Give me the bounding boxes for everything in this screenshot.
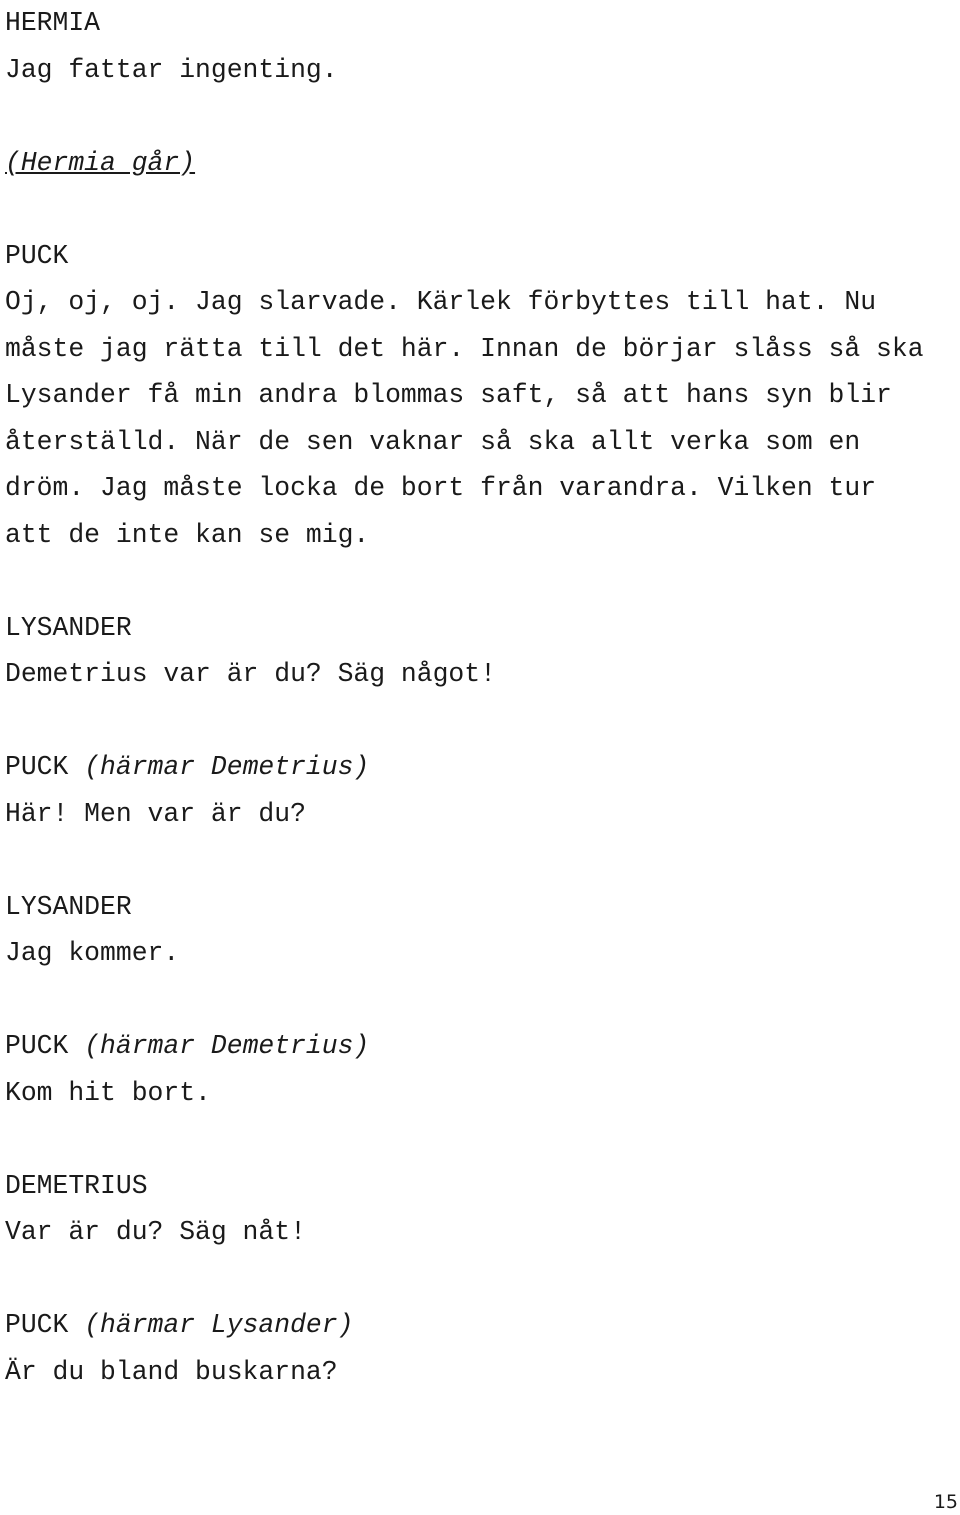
dialogue-line: Här! Men var är du? [5,798,306,829]
speaker-aside: (härmar Demetrius) [84,752,370,782]
dialogue-line: Oj, oj, oj. Jag slarvade. Kärlek förbyttes till hat. Nu [5,287,877,317]
spacer [5,698,960,745]
speaker-name: LYSANDER [5,612,132,643]
spacer [5,558,960,605]
dialogue-line: Demetrius var är du? Säg något! [5,659,496,689]
speaker-name: LYSANDER [5,891,132,922]
spacer [5,837,960,884]
dialogue-line: måste jag rätta till det här. Innan de börjar slåss så ska [5,333,924,364]
speaker-heading [5,744,960,791]
speaker-heading [5,1023,960,1070]
dialogue-line: Lysander få min andra blommas saft, så att hans syn blir [5,380,892,410]
dialogue-line: Är du bland buskarna? [5,1356,338,1387]
spacer [5,93,960,140]
dialogue-line: Jag kommer. [5,938,180,968]
speaker-name: DEMETRIUS [5,1170,148,1201]
spacer [5,186,960,233]
spacer [5,1116,960,1163]
speaker-name: PUCK [5,240,69,271]
dialogue-line: återställd. När de sen vaknar så ska allt verka som en [5,426,861,457]
dialogue-line: dröm. Jag måste locka de bort från varandra. Vilken tur [5,473,877,503]
speaker-aside: (härmar Lysander) [84,1310,354,1340]
page-number: 15 [933,1491,958,1513]
speaker-heading [5,1302,960,1349]
speaker-name: PUCK [5,1310,69,1340]
speaker-name: HERMIA [5,8,101,38]
spacer [5,977,960,1024]
spacer [5,1256,960,1303]
stage-direction-text: (Hermia går) [5,147,196,178]
dialogue-line: Var är du? Säg nåt! [5,1217,306,1247]
stage-direction [5,140,960,187]
speaker-name: PUCK [5,1031,69,1061]
speaker-aside: (härmar Demetrius) [84,1031,370,1061]
dialogue-line: Kom hit bort. [5,1077,211,1108]
speaker-name: PUCK [5,752,69,782]
script-page [5,0,960,1395]
dialogue-line: Jag fattar ingenting. [5,54,338,85]
dialogue-line: att de inte kan se mig. [5,519,370,550]
